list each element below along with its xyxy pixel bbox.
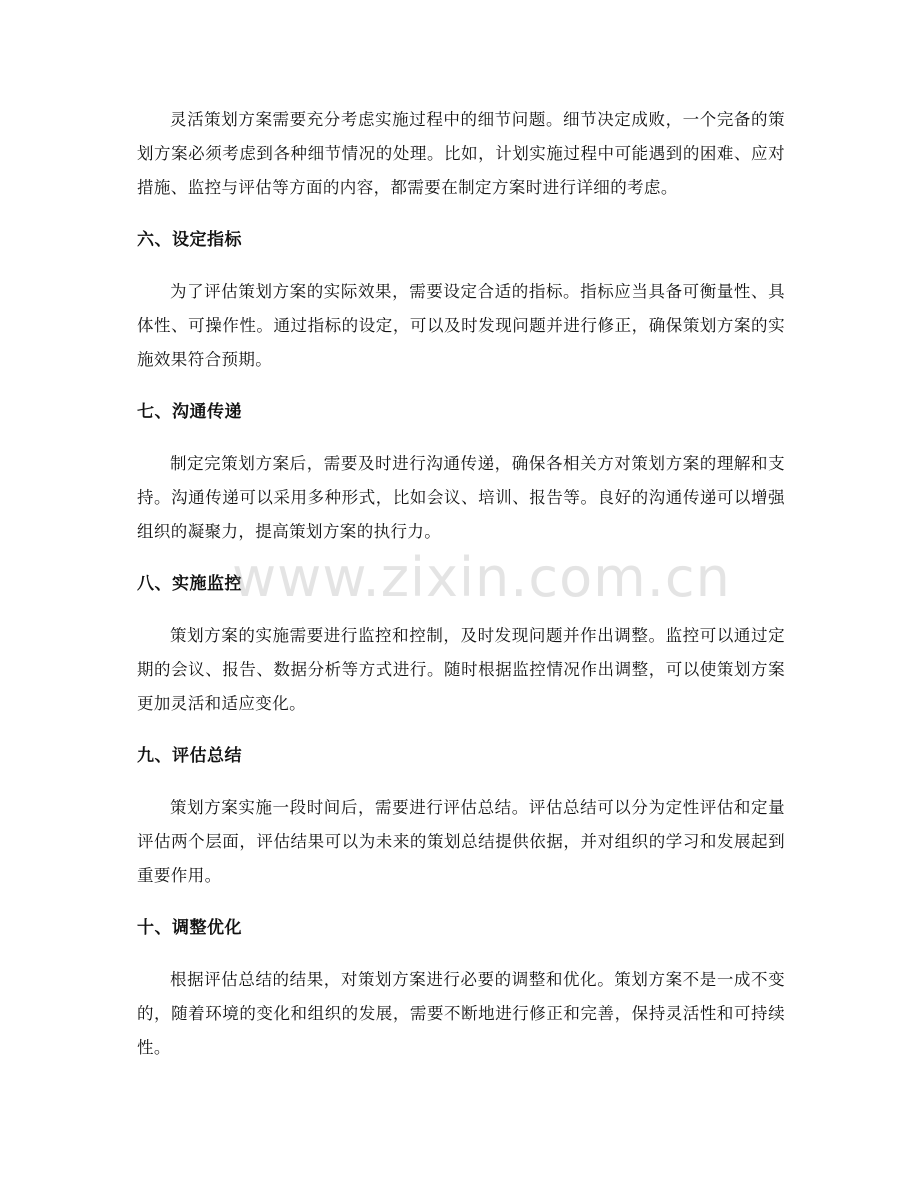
section-paragraph-6: 为了评估策划方案的实际效果，需要设定合适的指标。指标应当具备可衡量性、具体性、可操作性。通过指标的设定，可以及时发现问题并进行修正，确保策划方案的实施效果符合预期。 — [137, 282, 785, 369]
section-paragraph-9: 策划方案实施一段时间后，需要进行评估总结。评估总结可以分为定性评估和定量评估两个层面，评估结果可以为未来的策划总结提供依据，并对组织的学习和发展起到重要作用。 — [137, 798, 785, 885]
section-heading-9: 九、评估总结 — [137, 746, 242, 766]
section-paragraph-7: 制定完策划方案后，需要及时进行沟通传递，确保各相关方对策划方案的理解和支持。沟通传递可以采用多种形式，比如会议、培训、报告等。良好的沟通传递可以增强组织的凝聚力，提高策划方案的执行力。 — [137, 454, 785, 541]
watermark: www.zixin.com.cn — [232, 546, 731, 609]
section-paragraph-8: 策划方案的实施需要进行监控和控制，及时发现问题并作出调整。监控可以通过定期的会议、报告、数据分析等方式进行。随时根据监控情况作出调整，可以使策划方案更加灵活和适应变化。 — [137, 626, 785, 713]
section-heading-7: 七、沟通传递 — [137, 402, 242, 422]
section-paragraph-10: 根据评估总结的结果，对策划方案进行必要的调整和优化。策划方案不是一成不变的，随着环境的变化和组织的发展，需要不断地进行修正和完善，保持灵活性和可持续性。 — [137, 970, 785, 1057]
document-body — [137, 103, 785, 1065]
section-heading-8: 八、实施监控 — [137, 574, 242, 594]
section-heading-6: 六、设定指标 — [137, 230, 242, 250]
intro-paragraph: 灵活策划方案需要充分考虑实施过程中的细节问题。细节决定成败，一个完备的策划方案必须考虑到各种细节情况的处理。比如，计划实施过程中可能遇到的困难、应对措施、监控与评估等方面的内容，都需要在制定方案时进行详细的考虑。 — [137, 110, 785, 197]
section-heading-10: 十、调整优化 — [137, 918, 242, 938]
